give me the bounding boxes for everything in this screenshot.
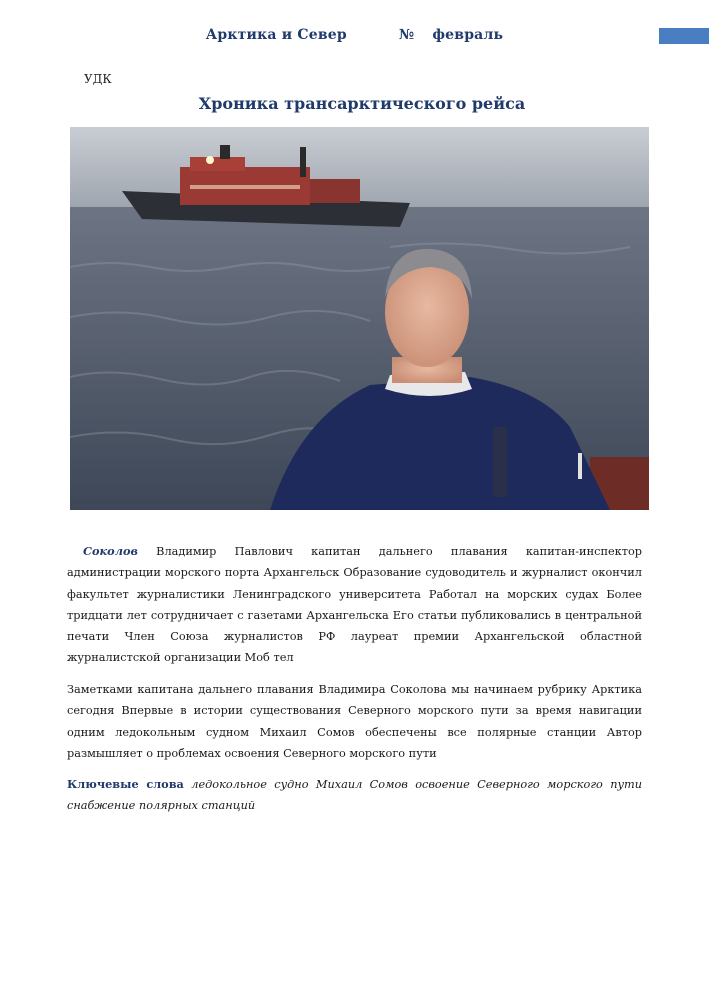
keywords-list: ледокольное судно Михаил Сомов освоение Северного морского пути снабжение полярных станций xyxy=(67,778,643,813)
keywords xyxy=(67,774,642,817)
author-surname: Соколов xyxy=(83,544,138,558)
journal-header xyxy=(0,27,709,43)
article-title: Хроника трансарктического рейса xyxy=(198,94,526,113)
author-bio xyxy=(67,541,642,669)
issue-number-label: № xyxy=(398,27,415,43)
article-intro: Заметками капитана дальнего плавания Владимира Соколова мы начинаем рубрику Арктика сегодня Впервые в истории существования Северного морского пути за время навигации одним ледокольным судном Михаил Сомов обеспечены все полярные станции Автор размышляет о проблемах освоения Северного морского пути xyxy=(67,683,642,760)
issue-month: февраль xyxy=(432,27,504,43)
header-accent-bar xyxy=(659,28,709,44)
author-bio-text: Владимир Павлович капитан дальнего плавания капитан-инспектор администрации морского порта Архангельск Образование судоводитель и журналист окончил факультет журналистики Ленинградского университета Работал на морских судах Более тридцати лет сотрудничает с газетами Архангельска Его статьи публиковались в центральной печати Член Союза журналистов РФ лауреат премии Архангельской областной журналистской организации Моб тел xyxy=(67,545,643,665)
journal-title: Арктика и Север xyxy=(205,27,347,43)
author-photo xyxy=(70,127,649,510)
keywords-label: Ключевые слова xyxy=(67,777,184,791)
udk-label: УДК xyxy=(84,72,112,86)
